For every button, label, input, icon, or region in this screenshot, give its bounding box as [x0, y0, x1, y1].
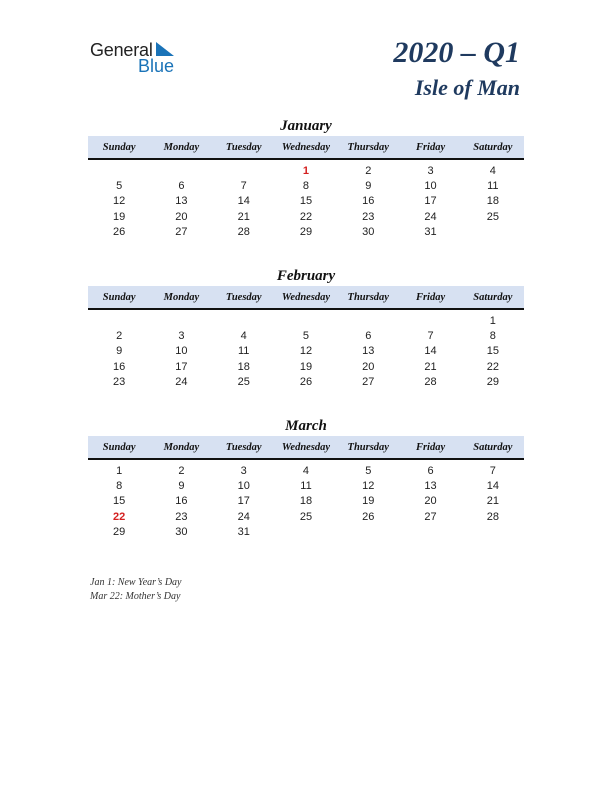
day-cell: 8	[116, 480, 123, 493]
month-february	[88, 266, 524, 390]
day-cell: 15	[113, 495, 126, 508]
day-cell: 14	[237, 195, 250, 208]
day-cell: 30	[175, 526, 188, 539]
holiday-day-cell: 1	[302, 164, 310, 177]
day-cell: 28	[237, 226, 250, 239]
day-cell: 2	[365, 164, 372, 177]
day-cell: 10	[175, 345, 188, 358]
day-cell: 14	[486, 480, 499, 493]
day-cell: 17	[237, 495, 250, 508]
page-title: 2020 – Q1	[393, 36, 520, 69]
day-cell: 18	[299, 495, 313, 508]
logo-blue-text: Blue	[138, 56, 175, 76]
weekday-label: Friday	[415, 441, 446, 453]
day-cell: 8	[489, 330, 496, 343]
day-cell: 4	[302, 464, 310, 477]
week-row	[88, 375, 524, 390]
week-row	[88, 209, 524, 224]
logo-general-text: General	[90, 40, 153, 60]
weekday-label: Thursday	[347, 441, 389, 453]
day-cell: 28	[486, 510, 499, 523]
day-cell: 12	[299, 345, 313, 358]
day-cell: 3	[240, 464, 247, 477]
day-cell: 13	[362, 345, 375, 358]
month-name: February	[276, 268, 336, 284]
day-cell: 8	[302, 180, 310, 193]
day-cell: 10	[237, 480, 250, 493]
weekday-label: Wednesday	[281, 291, 331, 303]
day-cell: 6	[178, 180, 185, 193]
day-cell: 22	[299, 210, 313, 223]
weekday-label: Friday	[415, 291, 446, 303]
day-cell: 5	[365, 464, 372, 477]
day-cell: 1	[116, 464, 123, 477]
day-cell: 21	[237, 210, 250, 223]
day-cell: 6	[365, 330, 372, 343]
weekday-label: Thursday	[347, 141, 389, 153]
week-row	[88, 478, 524, 493]
day-cell: 5	[116, 180, 123, 193]
day-cell: 23	[113, 376, 126, 389]
day-cell: 11	[237, 345, 250, 358]
week-row	[88, 313, 524, 328]
weekday-label: Thursday	[347, 291, 389, 303]
day-cell: 21	[486, 495, 499, 508]
week-row	[88, 344, 524, 359]
page-subtitle: Isle of Man	[414, 75, 520, 100]
weekday-label: Sunday	[102, 291, 136, 303]
day-cell: 9	[365, 180, 372, 193]
day-cell: 4	[240, 330, 247, 343]
day-cell: 15	[299, 195, 313, 208]
day-cell: 10	[424, 180, 437, 193]
day-cell: 31	[237, 526, 250, 539]
day-cell: 28	[424, 376, 437, 389]
weeks	[88, 163, 524, 240]
month-january	[88, 116, 524, 240]
day-cell: 6	[427, 464, 434, 477]
weekday-label: Tuesday	[225, 441, 262, 453]
day-cell: 9	[116, 345, 123, 358]
week-row	[88, 225, 524, 240]
week-row	[88, 494, 524, 509]
weekday-label: Saturday	[473, 291, 513, 303]
weekday-label: Wednesday	[281, 141, 331, 153]
weekday-header-row	[88, 136, 524, 160]
weekday-label: Saturday	[473, 441, 513, 453]
day-cell: 17	[175, 360, 188, 373]
day-cell: 26	[362, 510, 375, 523]
day-cell: 7	[427, 330, 434, 343]
day-cell: 11	[300, 480, 312, 493]
weeks	[88, 313, 524, 390]
day-cell: 20	[175, 210, 188, 223]
week-row	[88, 328, 524, 343]
day-cell: 5	[302, 330, 310, 343]
day-cell: 25	[299, 510, 313, 523]
weekday-label: Sunday	[102, 441, 136, 453]
day-cell: 26	[113, 226, 126, 239]
day-cell: 16	[175, 495, 188, 508]
day-cell: 12	[362, 480, 375, 493]
day-cell: 25	[237, 376, 250, 389]
weekday-label: Monday	[163, 441, 200, 453]
week-row	[88, 509, 524, 524]
day-cell: 7	[489, 464, 496, 477]
day-cell: 16	[362, 195, 375, 208]
day-cell: 24	[175, 376, 188, 389]
week-row	[88, 525, 524, 540]
day-cell: 1	[489, 314, 496, 327]
weekday-label: Saturday	[473, 141, 513, 153]
day-cell: 12	[113, 195, 126, 208]
day-cell: 14	[424, 345, 437, 358]
weeks	[88, 463, 524, 540]
day-cell: 24	[424, 210, 437, 223]
day-cell: 13	[175, 195, 188, 208]
day-cell: 20	[424, 495, 437, 508]
day-cell: 17	[424, 195, 437, 208]
week-row	[88, 163, 524, 178]
day-cell: 16	[113, 360, 126, 373]
day-cell: 29	[299, 226, 313, 239]
day-cell: 2	[116, 330, 123, 343]
weekday-label: Tuesday	[225, 141, 262, 153]
weekday-label: Sunday	[102, 141, 136, 153]
day-cell: 30	[362, 226, 375, 239]
day-cell: 27	[424, 510, 437, 523]
week-row	[88, 178, 524, 193]
day-cell: 15	[486, 345, 499, 358]
weekday-label: Tuesday	[225, 291, 262, 303]
day-cell: 29	[113, 526, 126, 539]
day-cell: 13	[424, 480, 437, 493]
holiday-note: Mar 22: Mother’s Day	[90, 591, 181, 602]
day-cell: 19	[299, 360, 313, 373]
day-cell: 22	[486, 360, 499, 373]
day-cell: 23	[175, 510, 188, 523]
week-row	[88, 359, 524, 374]
day-cell: 31	[424, 226, 437, 239]
day-cell: 3	[178, 330, 185, 343]
weekday-label: Monday	[163, 291, 200, 303]
day-cell: 23	[362, 210, 375, 223]
day-cell: 18	[237, 360, 250, 373]
day-cell: 3	[427, 164, 434, 177]
day-cell: 19	[113, 210, 126, 223]
day-cell: 26	[299, 376, 313, 389]
day-cell: 2	[178, 464, 185, 477]
day-cell: 24	[237, 510, 250, 523]
weekday-label: Wednesday	[281, 441, 331, 453]
day-cell: 27	[362, 376, 375, 389]
day-cell: 11	[487, 180, 499, 193]
month-march	[88, 416, 524, 540]
day-cell: 29	[486, 376, 499, 389]
generalblue-logo	[90, 40, 190, 76]
day-cell: 4	[489, 164, 496, 177]
holiday-note: Jan 1: New Year’s Day	[90, 577, 182, 588]
day-cell: 25	[486, 210, 499, 223]
month-name: January	[280, 118, 332, 134]
day-cell: 27	[175, 226, 188, 239]
day-cell: 21	[424, 360, 437, 373]
holiday-day-cell: 22	[113, 510, 126, 523]
week-row	[88, 194, 524, 209]
weekday-header-row	[88, 436, 524, 460]
day-cell: 20	[362, 360, 375, 373]
weekday-header-row	[88, 286, 524, 310]
weekday-label: Monday	[163, 141, 200, 153]
week-row	[88, 463, 524, 478]
month-name: March	[285, 418, 327, 434]
holiday-notes	[90, 576, 181, 604]
day-cell: 19	[362, 495, 375, 508]
weekday-label: Friday	[415, 141, 446, 153]
day-cell: 7	[240, 180, 247, 193]
day-cell: 9	[178, 480, 185, 493]
day-cell: 18	[486, 195, 499, 208]
